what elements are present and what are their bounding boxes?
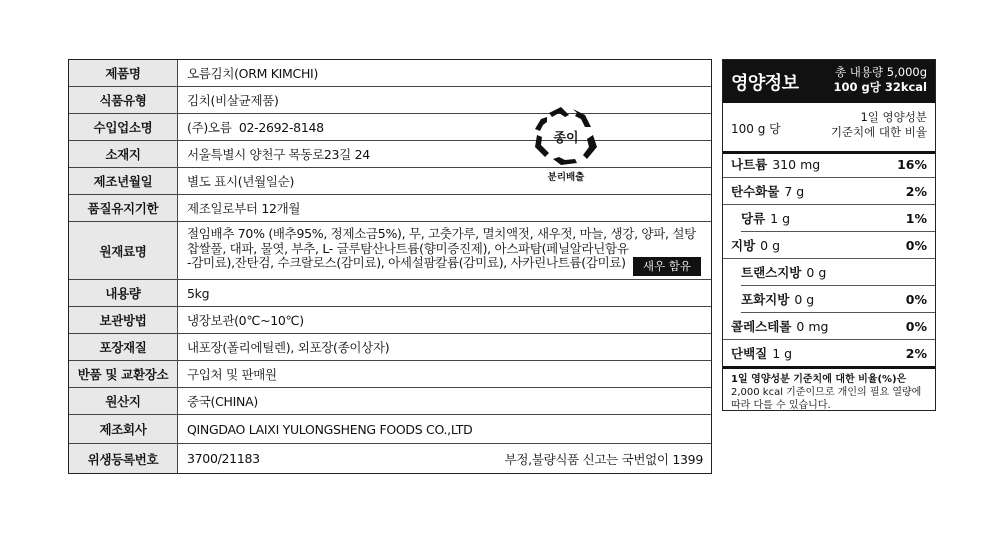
nutrient-percent: 2%	[905, 183, 927, 199]
nutrient-amount: 1 g	[770, 210, 791, 226]
info-row-storage	[69, 307, 711, 334]
nutrient-amount: 0 g	[760, 237, 781, 253]
nutrient-amount: 1 g	[772, 345, 793, 361]
info-label: 수입업소명	[69, 114, 178, 140]
calories-per-100g: 100 g당 32kcal	[833, 80, 927, 94]
info-value: 중국(CHINA)	[187, 394, 258, 409]
recycle-paper-mark	[525, 105, 607, 185]
footnote-line: 1일 영양성분 기준치에 대한 비율(%)은	[731, 374, 907, 385]
nutrient-amount: 310 mg	[772, 156, 821, 172]
nutrient-percent: 2%	[905, 345, 927, 361]
nutrient-percent: 16%	[897, 156, 927, 172]
info-value: 별도 표시(년월일순)	[187, 174, 295, 189]
info-value: 내포장(폴리에틸렌), 외포장(종이상자)	[187, 340, 390, 355]
info-label: 식품유형	[69, 87, 178, 113]
info-row-product-name	[69, 60, 711, 87]
daily-value-label	[831, 110, 927, 140]
nutrient-percent: 0%	[905, 318, 927, 334]
nutrient-name: 포화지방	[741, 292, 790, 307]
nutrient-row-sugars	[741, 205, 935, 232]
nutrient-percent: 0%	[905, 237, 927, 253]
info-row-return-place	[69, 361, 711, 388]
info-label: 보관방법	[69, 307, 178, 333]
nutrient-percent: 1%	[905, 210, 927, 226]
info-label: 포장재질	[69, 334, 178, 360]
info-row-packaging	[69, 334, 711, 361]
nutrition-total	[833, 65, 927, 95]
total-content: 총 내용량 5,000g	[835, 65, 927, 79]
info-label: 내용량	[69, 280, 178, 306]
info-label: 소재지	[69, 141, 178, 167]
nutrient-row-fat	[723, 232, 935, 259]
nutrient-name: 당류	[741, 211, 766, 226]
allergen-badge: 새우 함유	[633, 257, 701, 276]
footnote-line: 따라 다를 수 있습니다.	[731, 400, 831, 411]
footnote-line: 2,000 kcal 기준이므로 개인의 필요 열량에	[731, 387, 922, 398]
daily-value-line: 기준치에 대한 비율	[830, 125, 927, 139]
info-row-net-content	[69, 280, 711, 307]
info-label: 원산지	[69, 388, 178, 414]
ingredients-line: -감미료),잔탄검, 수크랄로스(감미료), 아세설팜칼륨(감미료), 사카린나트륨(감미료)	[187, 255, 626, 270]
info-row-origin	[69, 388, 711, 415]
info-value: 오름김치(ORM KIMCHI)	[187, 66, 319, 81]
report-hotline-note: 부정,불량식품 신고는 국번없이 1399	[504, 451, 703, 467]
info-row-ingredients	[69, 222, 711, 280]
info-label: 원재료명	[69, 222, 178, 279]
info-row-manufacture-date	[69, 168, 711, 195]
info-value: 김치(비살균제품)	[187, 93, 279, 108]
recycle-caption: 분리배출	[547, 172, 585, 183]
info-label: 제품명	[69, 60, 178, 86]
nutrient-name: 지방	[731, 238, 756, 253]
nutrient-amount: 7 g	[784, 183, 805, 199]
nutrition-facts-panel	[722, 59, 936, 411]
nutrient-row-carbohydrate	[723, 178, 935, 205]
info-value: 냉장보관(0℃~10℃)	[187, 313, 304, 328]
info-row-shelf-life	[69, 195, 711, 222]
nutrient-name: 단백질	[731, 346, 768, 361]
info-label: 제조년월일	[69, 168, 178, 194]
nutrient-amount: 0 g	[794, 291, 815, 307]
info-value: 5kg	[187, 285, 210, 301]
nutrient-row-sodium	[723, 151, 935, 178]
nutrition-header	[723, 60, 935, 103]
info-value: QINGDAO LAIXI YULONGSHENG FOODS CO.,LTD	[187, 421, 473, 437]
info-value: 구입처 및 판매원	[187, 367, 277, 382]
nutrient-row-protein	[723, 340, 935, 369]
info-value: (주)오름 02-2692-8148	[187, 120, 324, 135]
info-row-registration	[69, 444, 711, 473]
nutrition-footnote	[731, 373, 929, 412]
info-row-importer	[69, 114, 711, 141]
ingredients-line: 절임배추 70% (배추95%, 정제소금5%), 무, 고춧가루, 멸치액젓, 새우젓, 마늘, 생강, 양파, 설탕	[187, 226, 696, 241]
nutrient-row-cholesterol	[723, 313, 935, 340]
info-label: 반품 및 교환장소	[69, 361, 178, 387]
per-serving-label: 100 g 당	[731, 122, 781, 136]
nutrient-amount: 0 mg	[796, 318, 829, 334]
nutrient-row-saturated-fat	[741, 286, 935, 313]
info-value: 3700/21183	[187, 451, 260, 466]
nutrient-row-trans-fat	[741, 259, 935, 286]
nutrient-name: 나트륨	[731, 157, 768, 172]
info-row-address	[69, 141, 711, 168]
recycle-material: 종이	[553, 131, 579, 146]
ingredients-line: 찹쌀풀, 대파, 물엿, 부추, L- 글루탐산나트륨(향미증진제), 아스파탐(페닐알라닌함유	[187, 240, 629, 256]
nutrient-amount: 0 g	[806, 264, 827, 280]
info-label: 제조회사	[69, 415, 178, 443]
nutrition-title: 영양정보	[731, 73, 799, 94]
daily-value-line: 1일 영양성분	[860, 110, 927, 124]
nutrient-name: 트랜스지방	[741, 265, 802, 280]
info-label: 품질유지기한	[69, 195, 178, 221]
info-row-manufacturer	[69, 415, 711, 444]
nutrition-subheader	[723, 103, 935, 154]
product-info-table	[68, 59, 712, 474]
nutrient-percent: 0%	[905, 291, 927, 307]
info-row-food-type	[69, 87, 711, 114]
nutrient-name: 콜레스테롤	[731, 319, 792, 334]
info-label: 위생등록번호	[69, 444, 178, 473]
info-value: 서울특별시 양천구 목동로23길 24	[187, 147, 370, 162]
nutrient-name: 탄수화물	[731, 184, 780, 199]
info-value: 제조일로부터 12개월	[187, 201, 301, 216]
